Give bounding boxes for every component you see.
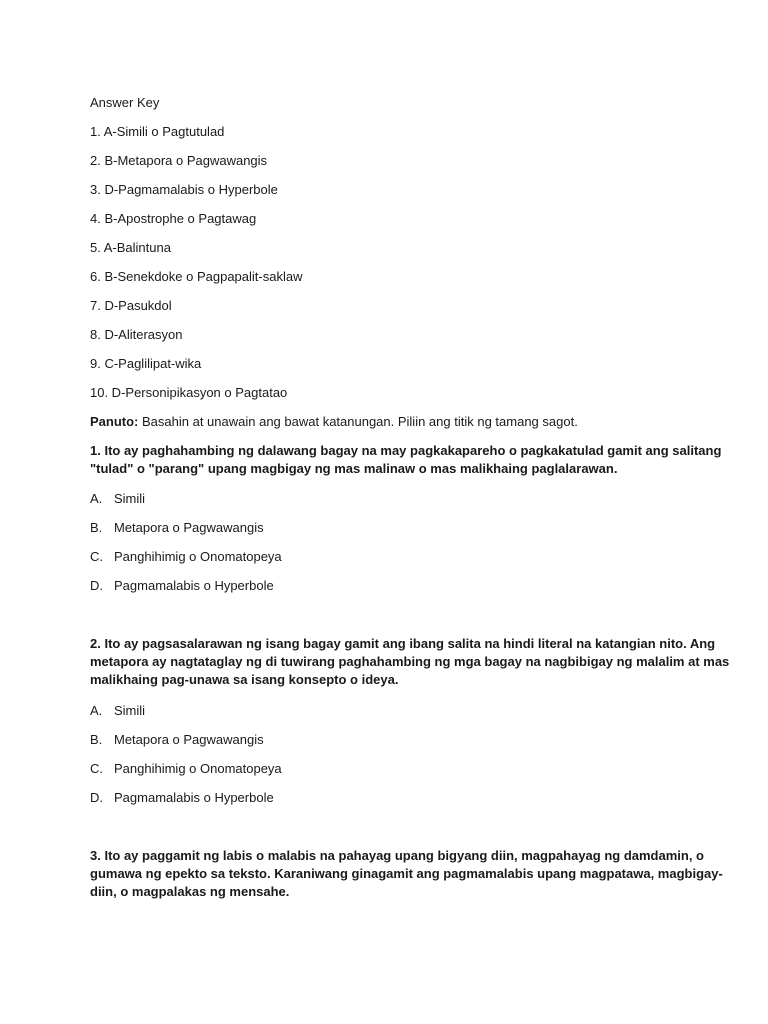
option-text: Pagmamalabis o Hyperbole [114, 578, 274, 593]
question-2-option-d[interactable] [90, 789, 274, 807]
question-line: 1. Ito ay paghahambing ng dalawang bagay na may pagkakapareho o pagkakatulad gamit ang salitang [90, 443, 722, 458]
option-text: Metapora o Pagwawangis [114, 732, 264, 747]
question-line: diin, o magpalakas ng mensahe. [90, 884, 290, 899]
question-line: 2. Ito ay pagsasalarawan ng isang bagay gamit ang ibang salita na hindi literal na katangian nito. Ang [90, 636, 716, 651]
instructions-label: Panuto: [90, 414, 139, 429]
answer-item: 5. A-Balintuna [90, 240, 171, 255]
option-text: Pagmamalabis o Hyperbole [114, 790, 274, 805]
question-line: metapora ay nagtataglay ng di tuwirang paghahambing ng mga bagay na nagbibigay ng malalim at mas [90, 654, 730, 669]
instructions [90, 413, 578, 431]
option-letter: D. [90, 790, 103, 805]
answer-item: 7. D-Pasukdol [90, 298, 172, 313]
answer-item: 8. D-Aliterasyon [90, 327, 183, 342]
question-2-option-a[interactable] [90, 702, 145, 720]
answer-key-title: Answer Key [90, 95, 160, 110]
question-1-option-b[interactable] [90, 519, 264, 537]
option-letter: B. [90, 732, 103, 747]
option-text: Metapora o Pagwawangis [114, 520, 264, 535]
question-2-text [90, 635, 730, 689]
question-2-option-c[interactable] [90, 760, 282, 778]
option-text: Panghihimig o Onomatopeya [114, 761, 282, 776]
question-2-option-b[interactable] [90, 731, 264, 749]
answer-item: 1. A-Simili o Pagtutulad [90, 124, 225, 139]
option-letter: A. [90, 703, 103, 718]
question-line: 3. Ito ay paggamit ng labis o malabis na pahayag upang bigyang diin, magpahayag ng damdamin, o [90, 848, 704, 863]
instructions-text: Basahin at unawain ang bawat katanungan. Piliin ang titik ng tamang sagot. [138, 414, 578, 429]
question-1-option-c[interactable] [90, 548, 282, 566]
option-letter: D. [90, 578, 103, 593]
question-3-text [90, 847, 723, 901]
question-1-text [90, 442, 722, 478]
option-text: Simili [114, 703, 146, 718]
answer-item: 4. B-Apostrophe o Pagtawag [90, 211, 257, 226]
option-text: Simili [114, 491, 146, 506]
option-letter: C. [90, 761, 103, 776]
question-line: gumawa ng epekto sa teksto. Karaniwang ginagamit ang pagmamalabis upang magpatawa, magbigay- [90, 866, 723, 881]
option-letter: C. [90, 549, 103, 564]
answer-item: 10. D-Personipikasyon o Pagtatao [90, 385, 288, 400]
answer-item: 6. B-Senekdoke o Pagpapalit-saklaw [90, 269, 303, 284]
question-line: malikhaing pag-unawa sa isang konsepto o ideya. [90, 672, 399, 687]
option-letter: B. [90, 520, 103, 535]
answer-item: 3. D-Pagmamalabis o Hyperbole [90, 182, 278, 197]
question-1-option-a[interactable] [90, 490, 145, 508]
answer-item: 2. B-Metapora o Pagwawangis [90, 153, 268, 168]
question-1-option-d[interactable] [90, 577, 274, 595]
option-text: Panghihimig o Onomatopeya [114, 549, 282, 564]
answer-item: 9. C-Paglilipat-wika [90, 356, 202, 371]
option-letter: A. [90, 491, 103, 506]
question-line: "tulad" o "parang" upang magbigay ng mas malinaw o mas malikhaing paglalarawan. [90, 461, 618, 476]
